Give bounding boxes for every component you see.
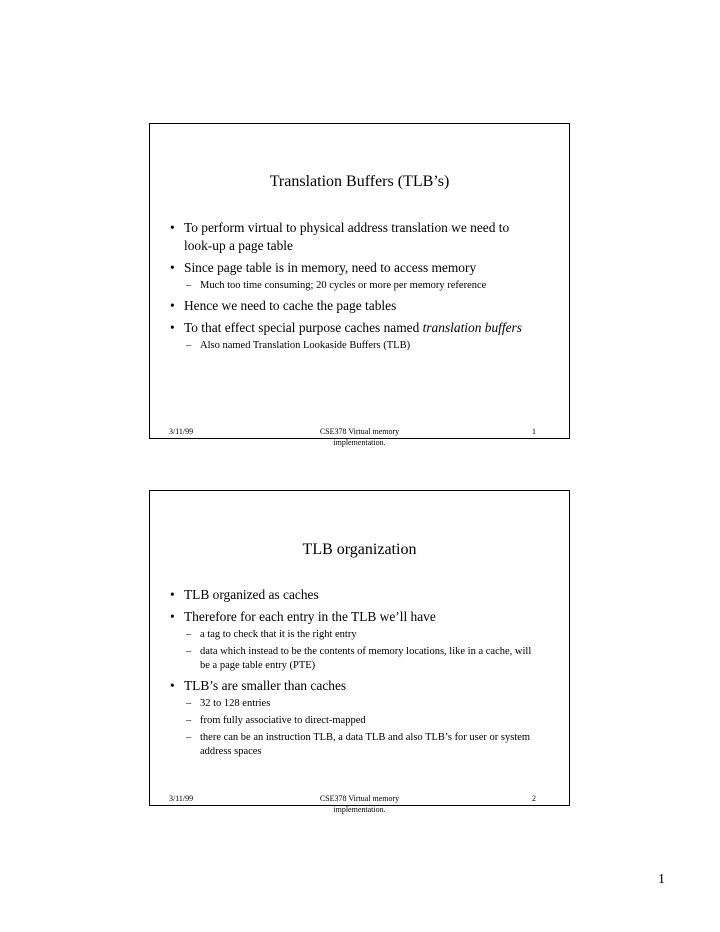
- bullet-dot-icon: •: [170, 587, 175, 602]
- bullet-item: [168, 259, 539, 293]
- footer-slide-number: 2: [532, 794, 536, 803]
- bullet-text: TLB’s are smaller than caches: [184, 678, 347, 693]
- bullet-list: [168, 586, 539, 763]
- sub-bullet-text: Also named Translation Lookaside Buffers (TLB): [200, 340, 411, 351]
- footer-course: [150, 793, 569, 815]
- bullet-dot-icon: •: [170, 220, 175, 235]
- sub-bullet-item: [184, 731, 539, 759]
- dash-icon: –: [186, 340, 192, 351]
- footer-date: 3/11/99: [169, 427, 194, 436]
- bullet-text: To that effect special purpose caches named: [184, 320, 423, 335]
- sub-bullet-text: from fully associative to direct-mapped: [200, 715, 366, 726]
- bullet-emphasis: translation buffers: [422, 320, 522, 335]
- sub-bullet-text: 32 to 128 entries: [200, 698, 271, 709]
- sub-bullet-list: [184, 628, 539, 673]
- slide-2: [149, 490, 570, 814]
- footer-date: 3/11/99: [169, 794, 194, 803]
- bullet-item: [168, 219, 539, 255]
- sub-bullet-list: [184, 279, 539, 293]
- sub-bullet-item: [184, 339, 539, 353]
- bullet-item: [168, 608, 539, 673]
- bullet-text: TLB organized as caches: [184, 587, 319, 602]
- bullet-text: Since page table is in memory, need to access memory: [184, 260, 477, 275]
- bullet-text: Hence we need to cache the page tables: [184, 298, 397, 313]
- sub-bullet-item: [184, 279, 539, 293]
- bullet-item: [168, 297, 539, 315]
- dash-icon: –: [186, 698, 192, 709]
- dash-icon: –: [186, 646, 192, 657]
- footer-slide-number: 1: [532, 427, 536, 436]
- bullet-text: Therefore for each entry in the TLB we’ll have: [184, 609, 436, 624]
- sub-bullet-text: Much too time consuming; 20 cycles or more per memory reference: [200, 280, 487, 291]
- sub-bullet-list: [184, 339, 539, 353]
- footer-course-line1: CSE378 Virtual memory: [319, 427, 400, 436]
- sub-bullet-item: [184, 714, 539, 728]
- sub-bullet-text: there can be an instruction TLB, a data TLB and also TLB’s for user or system address spaces: [200, 732, 531, 757]
- bullet-dot-icon: •: [170, 678, 175, 693]
- bullet-item: [168, 586, 539, 604]
- dash-icon: –: [186, 732, 192, 743]
- sub-bullet-item: [184, 645, 539, 673]
- bullet-item: [168, 677, 539, 759]
- sub-bullet-item: [184, 697, 539, 711]
- footer-course-line2: implementation.: [333, 805, 386, 814]
- sub-bullet-item: [184, 628, 539, 642]
- footer-course-line1: CSE378 Virtual memory: [319, 794, 400, 803]
- slide-title: TLB organization: [302, 541, 417, 558]
- dash-icon: –: [186, 715, 192, 726]
- dash-icon: –: [186, 629, 192, 640]
- sub-bullet-list: [184, 697, 539, 759]
- bullet-dot-icon: •: [170, 609, 175, 624]
- bullet-dot-icon: •: [170, 298, 175, 313]
- sub-bullet-text: a tag to check that it is the right entry: [200, 629, 357, 640]
- bullet-dot-icon: •: [170, 260, 175, 275]
- bullet-list: [168, 219, 539, 357]
- bullet-dot-icon: •: [170, 320, 175, 335]
- page-number: 1: [658, 872, 665, 887]
- footer-course: [150, 426, 569, 448]
- slide-1: [149, 123, 570, 447]
- bullet-item: [168, 319, 539, 353]
- dash-icon: –: [186, 280, 192, 291]
- sub-bullet-text: data which instead to be the contents of memory locations, like in a cache, will be a page table entry (PTE): [200, 646, 532, 671]
- slide-title: Translation Buffers (TLB’s): [269, 173, 450, 190]
- bullet-text: To perform virtual to physical address translation we need to look-up a page table: [184, 220, 510, 253]
- footer-course-line2: implementation.: [333, 438, 386, 447]
